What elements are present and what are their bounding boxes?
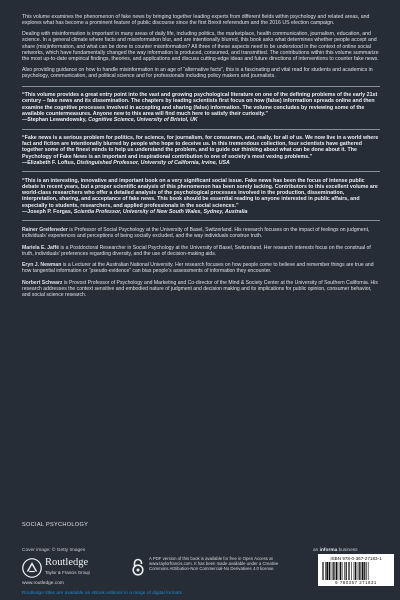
endorser-name: —Joseph P. Forgas, bbox=[22, 208, 73, 215]
divider bbox=[22, 171, 380, 172]
cover-image-credit: Cover image: © Getty Images bbox=[22, 548, 86, 553]
informa-prefix: an bbox=[313, 548, 320, 553]
informa-business-note bbox=[313, 548, 358, 553]
barcode-icon bbox=[322, 562, 390, 580]
endorsement-attribution bbox=[22, 117, 380, 123]
endorser-role: Scientia Professor, University of New South Wales, Sydney, Australia bbox=[73, 208, 248, 215]
endorsement-quote: “This volume provides a great entry point into the vast and growing psychological literature on one of the defining problems of the early 21st century – fake news and its dissemination. The chapters by leading scientists first focus on how (false) information spreads online and then examine the cognitive processes involved in accepting and sharing (false) information. The volume concludes by reviewing some of the available countermeasures. Anyone new to this area will find much here to satisfy their curiosity.” bbox=[22, 92, 378, 117]
divider bbox=[22, 86, 380, 87]
isbn-number: ISBN 978-0-367-27183-1 bbox=[330, 555, 382, 561]
barcode-block bbox=[318, 554, 394, 586]
endorser-name: —Elizabeth F. Loftus, bbox=[22, 159, 76, 166]
author-name: Mariela E. Jaffé bbox=[22, 244, 60, 251]
author-bio bbox=[22, 280, 380, 298]
divider bbox=[22, 129, 380, 130]
author-bio bbox=[22, 262, 380, 274]
informa-brand: informa bbox=[319, 548, 338, 553]
publisher-name: Routledge bbox=[45, 557, 89, 568]
author-bio-text: is a Postdoctoral Researcher in Social Psychology at the University of Basel, Switzerland. Her research interests focus on the construal of truth, individuals’ preferences regarding diversity, and the use of decision-making aids. bbox=[22, 244, 371, 257]
author-bio bbox=[22, 227, 380, 239]
endorsement-quote: “Fake news is a serious problem for politics, for science, for journalism, for consumers, and, really, for all of us. We now live in a world where fact and fiction are intentionally blurred by people who hope to deceive us. In this tremendous collection, four scientists have gathered together some of the finest minds to help us understand the problem, and to guide our thinking about what can be done about it. The Psychology of Fake News is an important and inspirational contribution to one of society’s most vexing problems.” bbox=[22, 135, 379, 160]
description-paragraph: Also providing guidance on how to handle misinformation in an age of “alternative facts”, this is a fascinating and vital read for students and academics in psychology, communication, and political science and for professionals including policy makers and journalists. bbox=[22, 67, 373, 80]
author-name: Rainer Greifeneder bbox=[22, 226, 68, 233]
endorsement bbox=[22, 135, 380, 166]
endorsement-quote: “This is an interesting, innovative and important book on a very significant social issue. Fake news has been the focus of intense public debate in recent years, but a proper scientific analysis of this phenomenon has been sorely lacking. Contributors to this excellent volume are world-class researchers who offer a detailed analysis of the psychological processes involved in the production, dissemination, interpretation, sharing, and acceptance of fake news. This book should be essential reading to anyone interested in public affairs, and especially to students, researchers, and applied professionals in the social sciences.” bbox=[22, 177, 378, 209]
ean-number: 9 780367 271831 bbox=[335, 579, 377, 585]
endorsement bbox=[22, 92, 380, 123]
routledge-logo-icon bbox=[22, 558, 42, 578]
endorsement-attribution bbox=[22, 160, 380, 166]
endorsement-attribution bbox=[22, 209, 380, 215]
informa-suffix: business bbox=[337, 548, 358, 553]
endorsement bbox=[22, 178, 380, 215]
open-access-note: A PDF version of this book is available for free in Open Access at www.taylorfrancis.com. It has been made available under a Creative Commons Attribution-Non Commercial-No Derivatives 4.0 license. bbox=[149, 556, 279, 572]
publisher-group: Taylor & Francis Group bbox=[45, 569, 90, 575]
author-bio-text: is Provost Professor of Psychology and Marketing and Co-director of the Mind & Society Center at the University of Southern California. His research addresses the context sensitive and embodied nature of judgment and decision making and its implications for public opinion, consumer behavior, and social science research. bbox=[22, 280, 378, 299]
endorser-role: Cognitive Science, University of Bristol, UK bbox=[88, 116, 198, 123]
description-paragraph: This volume examines the phenomenon of fake news by bringing together leading experts from different fields within psychology and related areas, and explores what has become a prominent feature of public discourse since the first Brexit referendum and the 2016 US election campaign. bbox=[22, 14, 370, 27]
description-paragraph: Dealing with misinformation is important in many areas of daily life, including politics, the marketplace, health communication, journalism, education, and science. In a general climate where facts and misinformation blur, and are intentionally blurred, this book asks what determines whether people accept and share (mis)information, and what can be done to counter misinformation? All three of these aspects need to be understood in the context of online social networks, which have fundamentally changed the way information is produced, consumed, and transmitted. The contributions within this volume summarize the most up-to-date empirical findings, theories, and applications and discuss cutting-edge ideas and future directions of interventions to counter fake news. bbox=[22, 31, 379, 62]
subject-category: SOCIAL PSYCHOLOGY bbox=[22, 522, 89, 528]
publisher-logo bbox=[22, 557, 118, 587]
author-name: Eryn J. Newman bbox=[22, 262, 62, 269]
cover-content bbox=[22, 14, 380, 304]
author-bio-text: is a Lecturer at the Australian National University. Her research focuses on how people come to believe and remember things are true and how tangential information or “pseudo-evidence” can bias people’s assessments of information they encounter. bbox=[22, 262, 374, 275]
divider bbox=[22, 220, 380, 221]
open-access-lock-icon bbox=[131, 558, 145, 576]
ebook-note: Routledge titles are available as eBook editions in a range of digital formats bbox=[22, 591, 182, 596]
publisher-url: www.routledge.com bbox=[22, 580, 64, 586]
author-bio-text: is Professor of Social Psychology at the University of Basel, Switzerland. His research focuses on the impact of feelings on judgment, individuals’ experiences and perceptions of being socially excluded, and the way individuals construe truth. bbox=[22, 226, 370, 239]
endorser-role: Distinguished Professor, University of California, Irvine, USA bbox=[76, 159, 230, 166]
endorser-name: —Stephan Lewandowsky, bbox=[22, 116, 87, 123]
author-name: Norbert Schwarz bbox=[22, 280, 63, 287]
author-bio bbox=[22, 245, 380, 257]
